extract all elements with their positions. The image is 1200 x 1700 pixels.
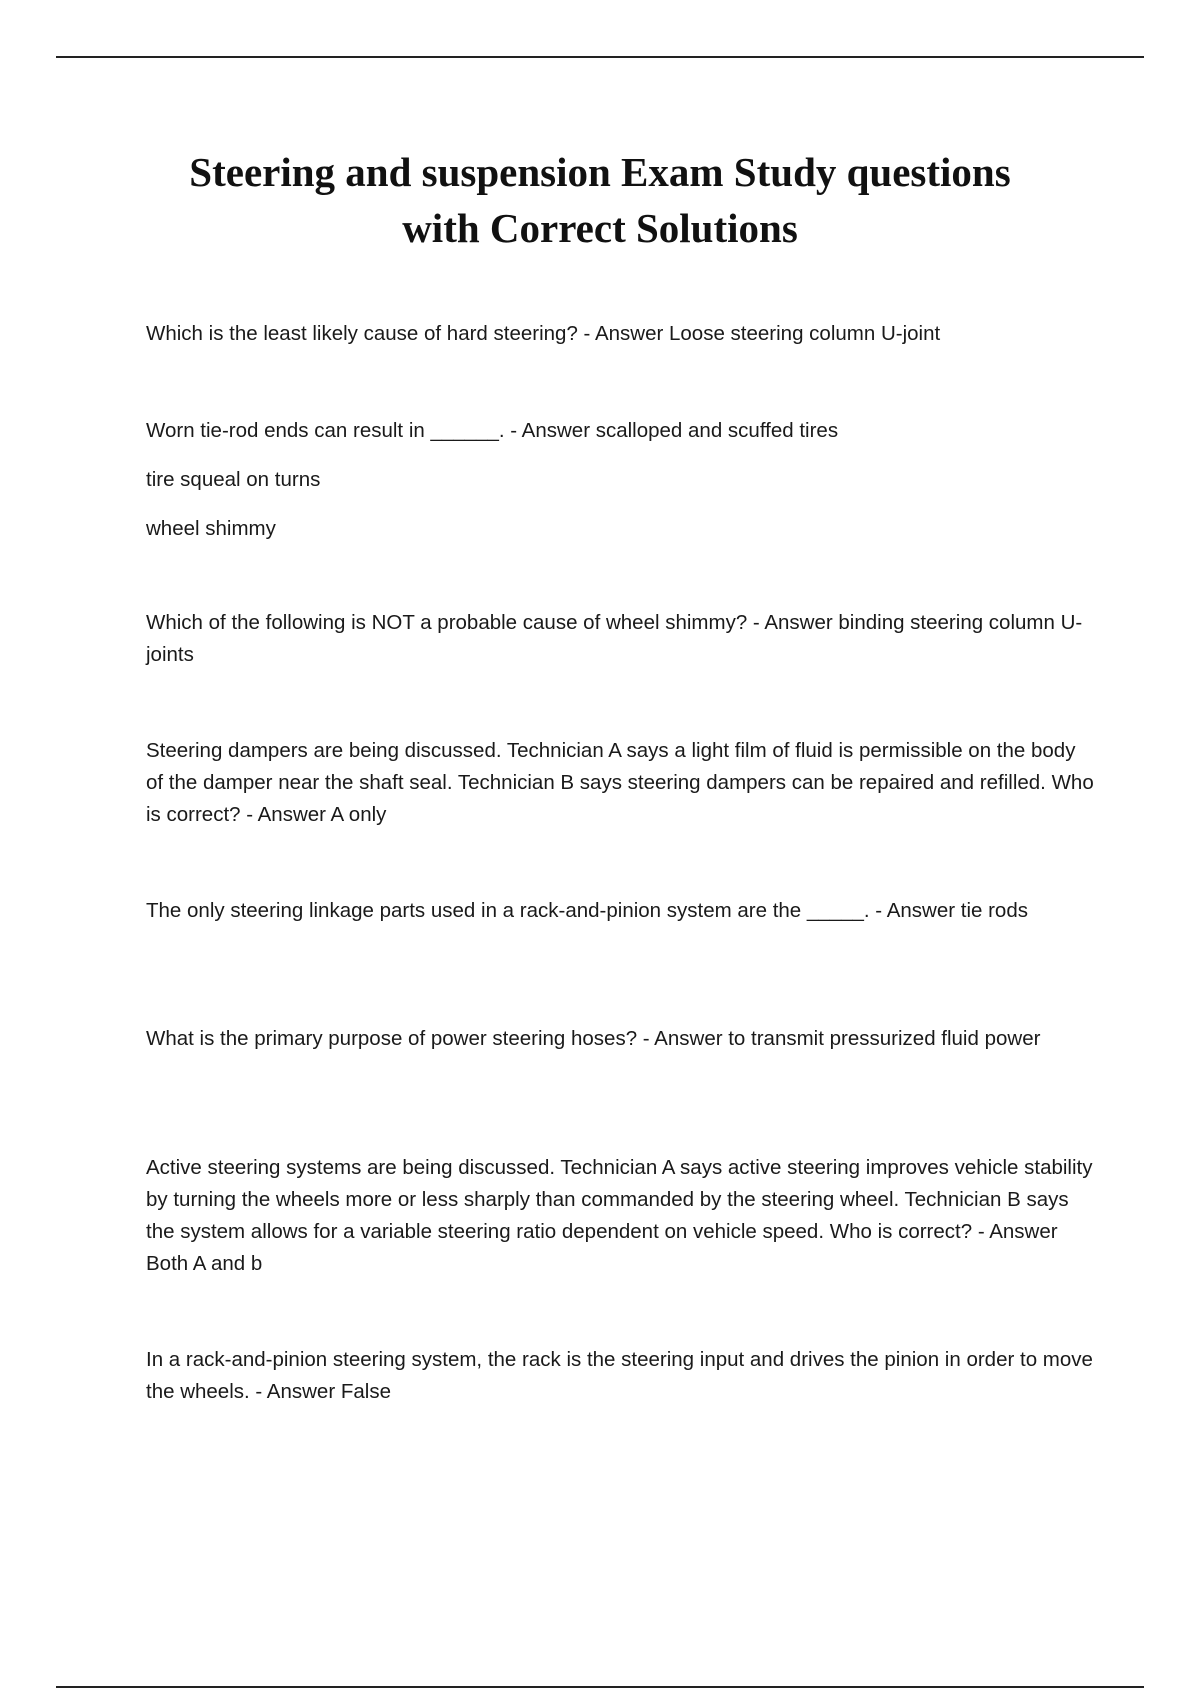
- question-4: Steering dampers are being discussed. Technician A says a light film of fluid is permissible on the body of the damper near the shaft seal. Technician B says steering dampers can be repaired and refilled. Who is correct? - Answer A only: [146, 739, 1094, 826]
- question-2: Worn tie-rod ends can result in ______. - Answer scalloped and scuffed tires: [146, 419, 839, 442]
- title-line-1: Steering and suspension Exam Study questions: [189, 149, 1011, 195]
- title-line-2: with Correct Solutions: [402, 205, 798, 251]
- question-7: Active steering systems are being discussed. Technician A says active steering improves vehicle stability by turning the wheels more or less sharply than commanded by the steering wheel. Technician B says the system allows for a variable steering ratio dependent on vehicle speed. Who is correct? - Answer Both A and b: [146, 1156, 1093, 1275]
- top-divider: [56, 56, 1144, 58]
- question-5: The only steering linkage parts used in a rack-and-pinion system are the _____. - Answer tie rods: [146, 899, 1028, 922]
- answer-line-wheel-shimmy: wheel shimmy: [146, 517, 276, 540]
- question-6: What is the primary purpose of power steering hoses? - Answer to transmit pressurized fluid power: [146, 1027, 1041, 1050]
- document-title: [100, 144, 1100, 256]
- question-3: Which of the following is NOT a probable cause of wheel shimmy? - Answer binding steering column U-joints: [146, 611, 1083, 666]
- bottom-divider: [56, 1686, 1144, 1688]
- question-1: Which is the least likely cause of hard steering? - Answer Loose steering column U-joint: [146, 322, 941, 345]
- question-8: In a rack-and-pinion steering system, the rack is the steering input and drives the pinion in order to move the wheels. - Answer False: [146, 1348, 1093, 1403]
- answer-line-tire-squeal: tire squeal on turns: [146, 468, 321, 491]
